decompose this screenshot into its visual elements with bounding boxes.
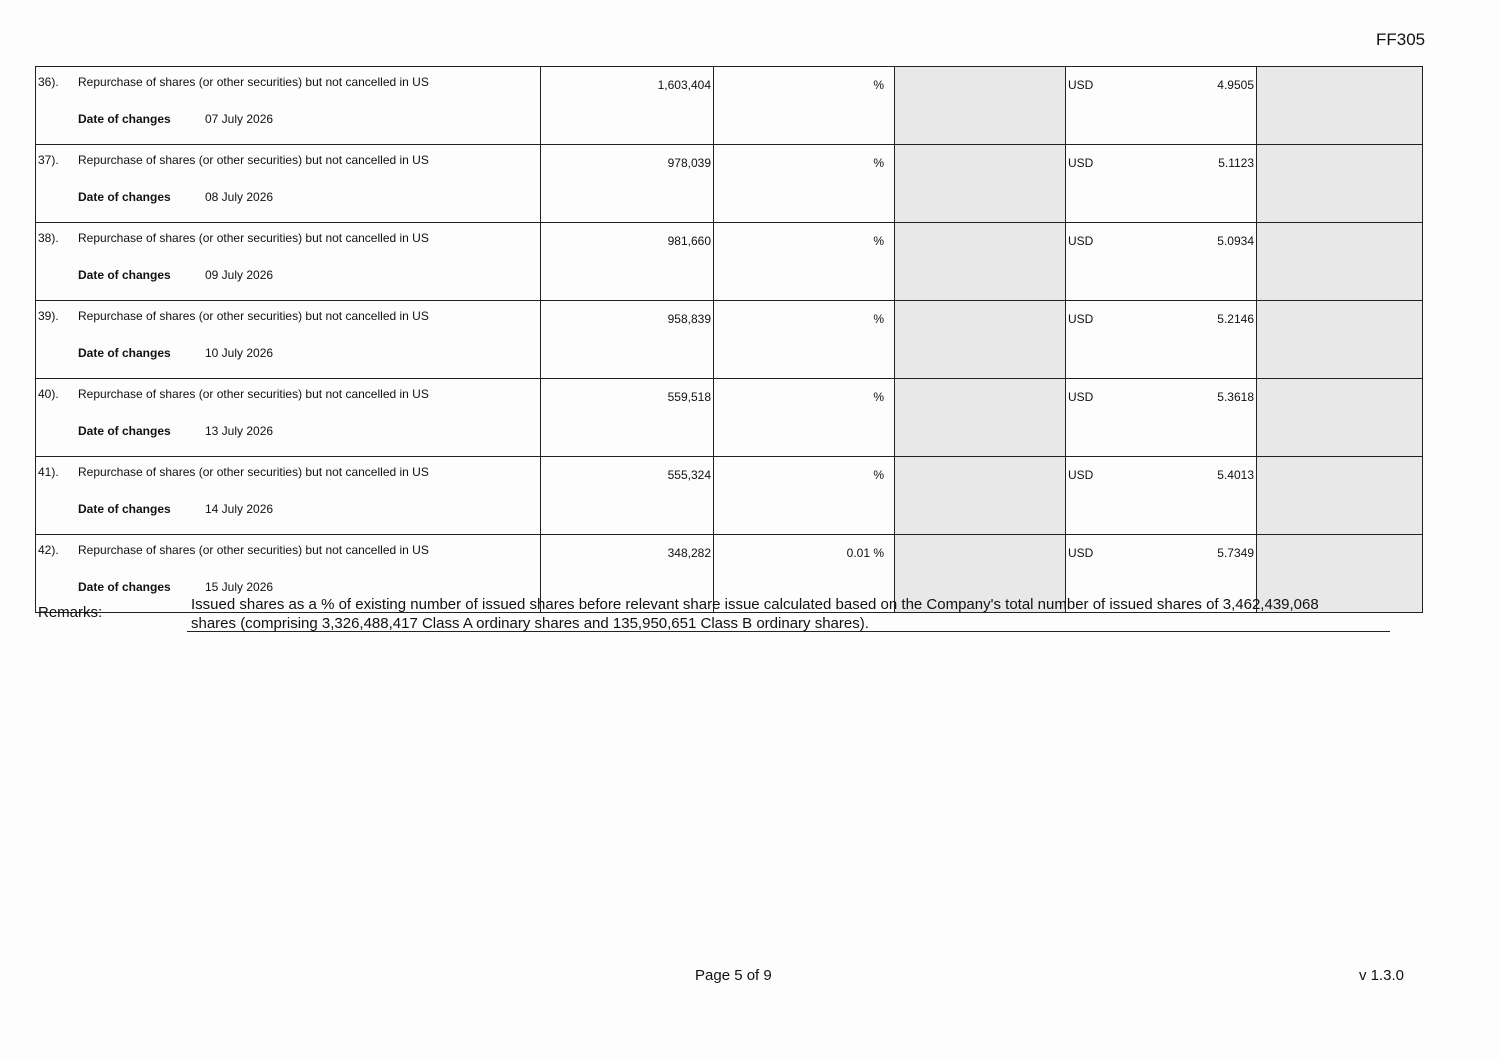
- shaded-cell: [895, 67, 1066, 145]
- version-label: v 1.3.0: [1359, 967, 1405, 984]
- remarks-text: Issued shares as a % of existing number of issued shares before relevant share issue calculated based on the Company's total number of issued shares of 3,462,439,068 shares (comprising 3,326,488,417 Class A ordinary shares and 135,950,651 Class B ordinary shares).: [191, 596, 1319, 632]
- shaded-cell: [895, 457, 1066, 535]
- share-changes-table: [35, 66, 1423, 613]
- shares-cell: 1,603,404: [541, 67, 714, 145]
- price-value: 5.0934: [1217, 234, 1254, 248]
- row-number: 39).: [38, 309, 59, 323]
- percent-cell: %: [714, 379, 895, 457]
- price-value: 5.4013: [1217, 468, 1254, 482]
- row-number: 42).: [38, 543, 59, 557]
- date-of-changes-value: 13 July 2026: [205, 424, 274, 438]
- shares-cell: 555,324: [541, 457, 714, 535]
- price-cell: [1066, 67, 1257, 145]
- date-of-changes-label: Date of changes: [78, 112, 171, 126]
- shaded-cell: [1257, 379, 1423, 457]
- price-cell: [1066, 145, 1257, 223]
- event-description: Repurchase of shares (or other securities) but not cancelled in US: [78, 387, 429, 401]
- table-row: [36, 145, 1423, 223]
- date-of-changes-label: Date of changes: [78, 190, 171, 204]
- percent-cell: 0.01 %: [714, 535, 895, 613]
- shaded-cell: [895, 379, 1066, 457]
- event-description: Repurchase of shares (or other securities) but not cancelled in US: [78, 465, 429, 479]
- shares-cell: 348,282: [541, 535, 714, 613]
- price-value: 4.9505: [1217, 78, 1254, 92]
- event-description: Repurchase of shares (or other securities) but not cancelled in US: [78, 309, 429, 323]
- price-cell: [1066, 223, 1257, 301]
- price-value: 5.3618: [1217, 390, 1254, 404]
- percent-cell: %: [714, 145, 895, 223]
- shaded-cell: [1257, 223, 1423, 301]
- percent-cell: %: [714, 457, 895, 535]
- row-number: 40).: [38, 387, 59, 401]
- remarks-label: Remarks:: [38, 604, 103, 621]
- date-of-changes-value: 07 July 2026: [205, 112, 274, 126]
- page-number: Page 5 of 9: [695, 967, 772, 984]
- description-cell: [36, 223, 541, 301]
- form-code: FF305: [1376, 30, 1426, 49]
- table-row: [36, 379, 1423, 457]
- currency-code: USD: [1068, 546, 1094, 560]
- row-number: 38).: [38, 231, 59, 245]
- date-of-changes-value: 08 July 2026: [205, 190, 274, 204]
- shaded-cell: [895, 223, 1066, 301]
- description-cell: [36, 301, 541, 379]
- description-cell: [36, 67, 541, 145]
- shares-cell: 559,518: [541, 379, 714, 457]
- event-description: Repurchase of shares (or other securities) but not cancelled in US: [78, 543, 429, 557]
- row-number: 37).: [38, 153, 59, 167]
- table-row: [36, 301, 1423, 379]
- shares-cell: 978,039: [541, 145, 714, 223]
- date-of-changes-value: 10 July 2026: [205, 346, 274, 360]
- event-description: Repurchase of shares (or other securities) but not cancelled in US: [78, 231, 429, 245]
- description-cell: [36, 457, 541, 535]
- date-of-changes-value: 09 July 2026: [205, 268, 274, 282]
- price-cell: [1066, 457, 1257, 535]
- shaded-cell: [1257, 301, 1423, 379]
- date-of-changes-value: 14 July 2026: [205, 502, 274, 516]
- shaded-cell: [895, 145, 1066, 223]
- currency-code: USD: [1068, 468, 1094, 482]
- price-value: 5.7349: [1217, 546, 1254, 560]
- percent-cell: %: [714, 67, 895, 145]
- percent-cell: %: [714, 223, 895, 301]
- row-number: 36).: [38, 75, 59, 89]
- table-row: [36, 457, 1423, 535]
- date-of-changes-label: Date of changes: [78, 580, 171, 594]
- price-cell: [1066, 301, 1257, 379]
- shaded-cell: [1257, 457, 1423, 535]
- row-number: 41).: [38, 465, 59, 479]
- currency-code: USD: [1068, 312, 1094, 326]
- description-cell: [36, 379, 541, 457]
- shaded-cell: [1257, 67, 1423, 145]
- price-cell: [1066, 379, 1257, 457]
- event-description: Repurchase of shares (or other securities) but not cancelled in US: [78, 75, 429, 89]
- date-of-changes-label: Date of changes: [78, 268, 171, 282]
- shaded-cell: [895, 301, 1066, 379]
- percent-cell: %: [714, 301, 895, 379]
- table-row: [36, 67, 1423, 145]
- currency-code: USD: [1068, 156, 1094, 170]
- shares-cell: 958,839: [541, 301, 714, 379]
- date-of-changes-value: 15 July 2026: [205, 580, 274, 594]
- date-of-changes-label: Date of changes: [78, 424, 171, 438]
- remarks-underline: [187, 631, 1390, 632]
- description-cell: [36, 145, 541, 223]
- date-of-changes-label: Date of changes: [78, 502, 171, 516]
- date-of-changes-label: Date of changes: [78, 346, 171, 360]
- currency-code: USD: [1068, 390, 1094, 404]
- shares-cell: 981,660: [541, 223, 714, 301]
- table-row: [36, 223, 1423, 301]
- shaded-cell: [1257, 145, 1423, 223]
- event-description: Repurchase of shares (or other securities) but not cancelled in US: [78, 153, 429, 167]
- price-value: 5.1123: [1218, 156, 1254, 170]
- currency-code: USD: [1068, 78, 1094, 92]
- currency-code: USD: [1068, 234, 1094, 248]
- price-value: 5.2146: [1217, 312, 1254, 326]
